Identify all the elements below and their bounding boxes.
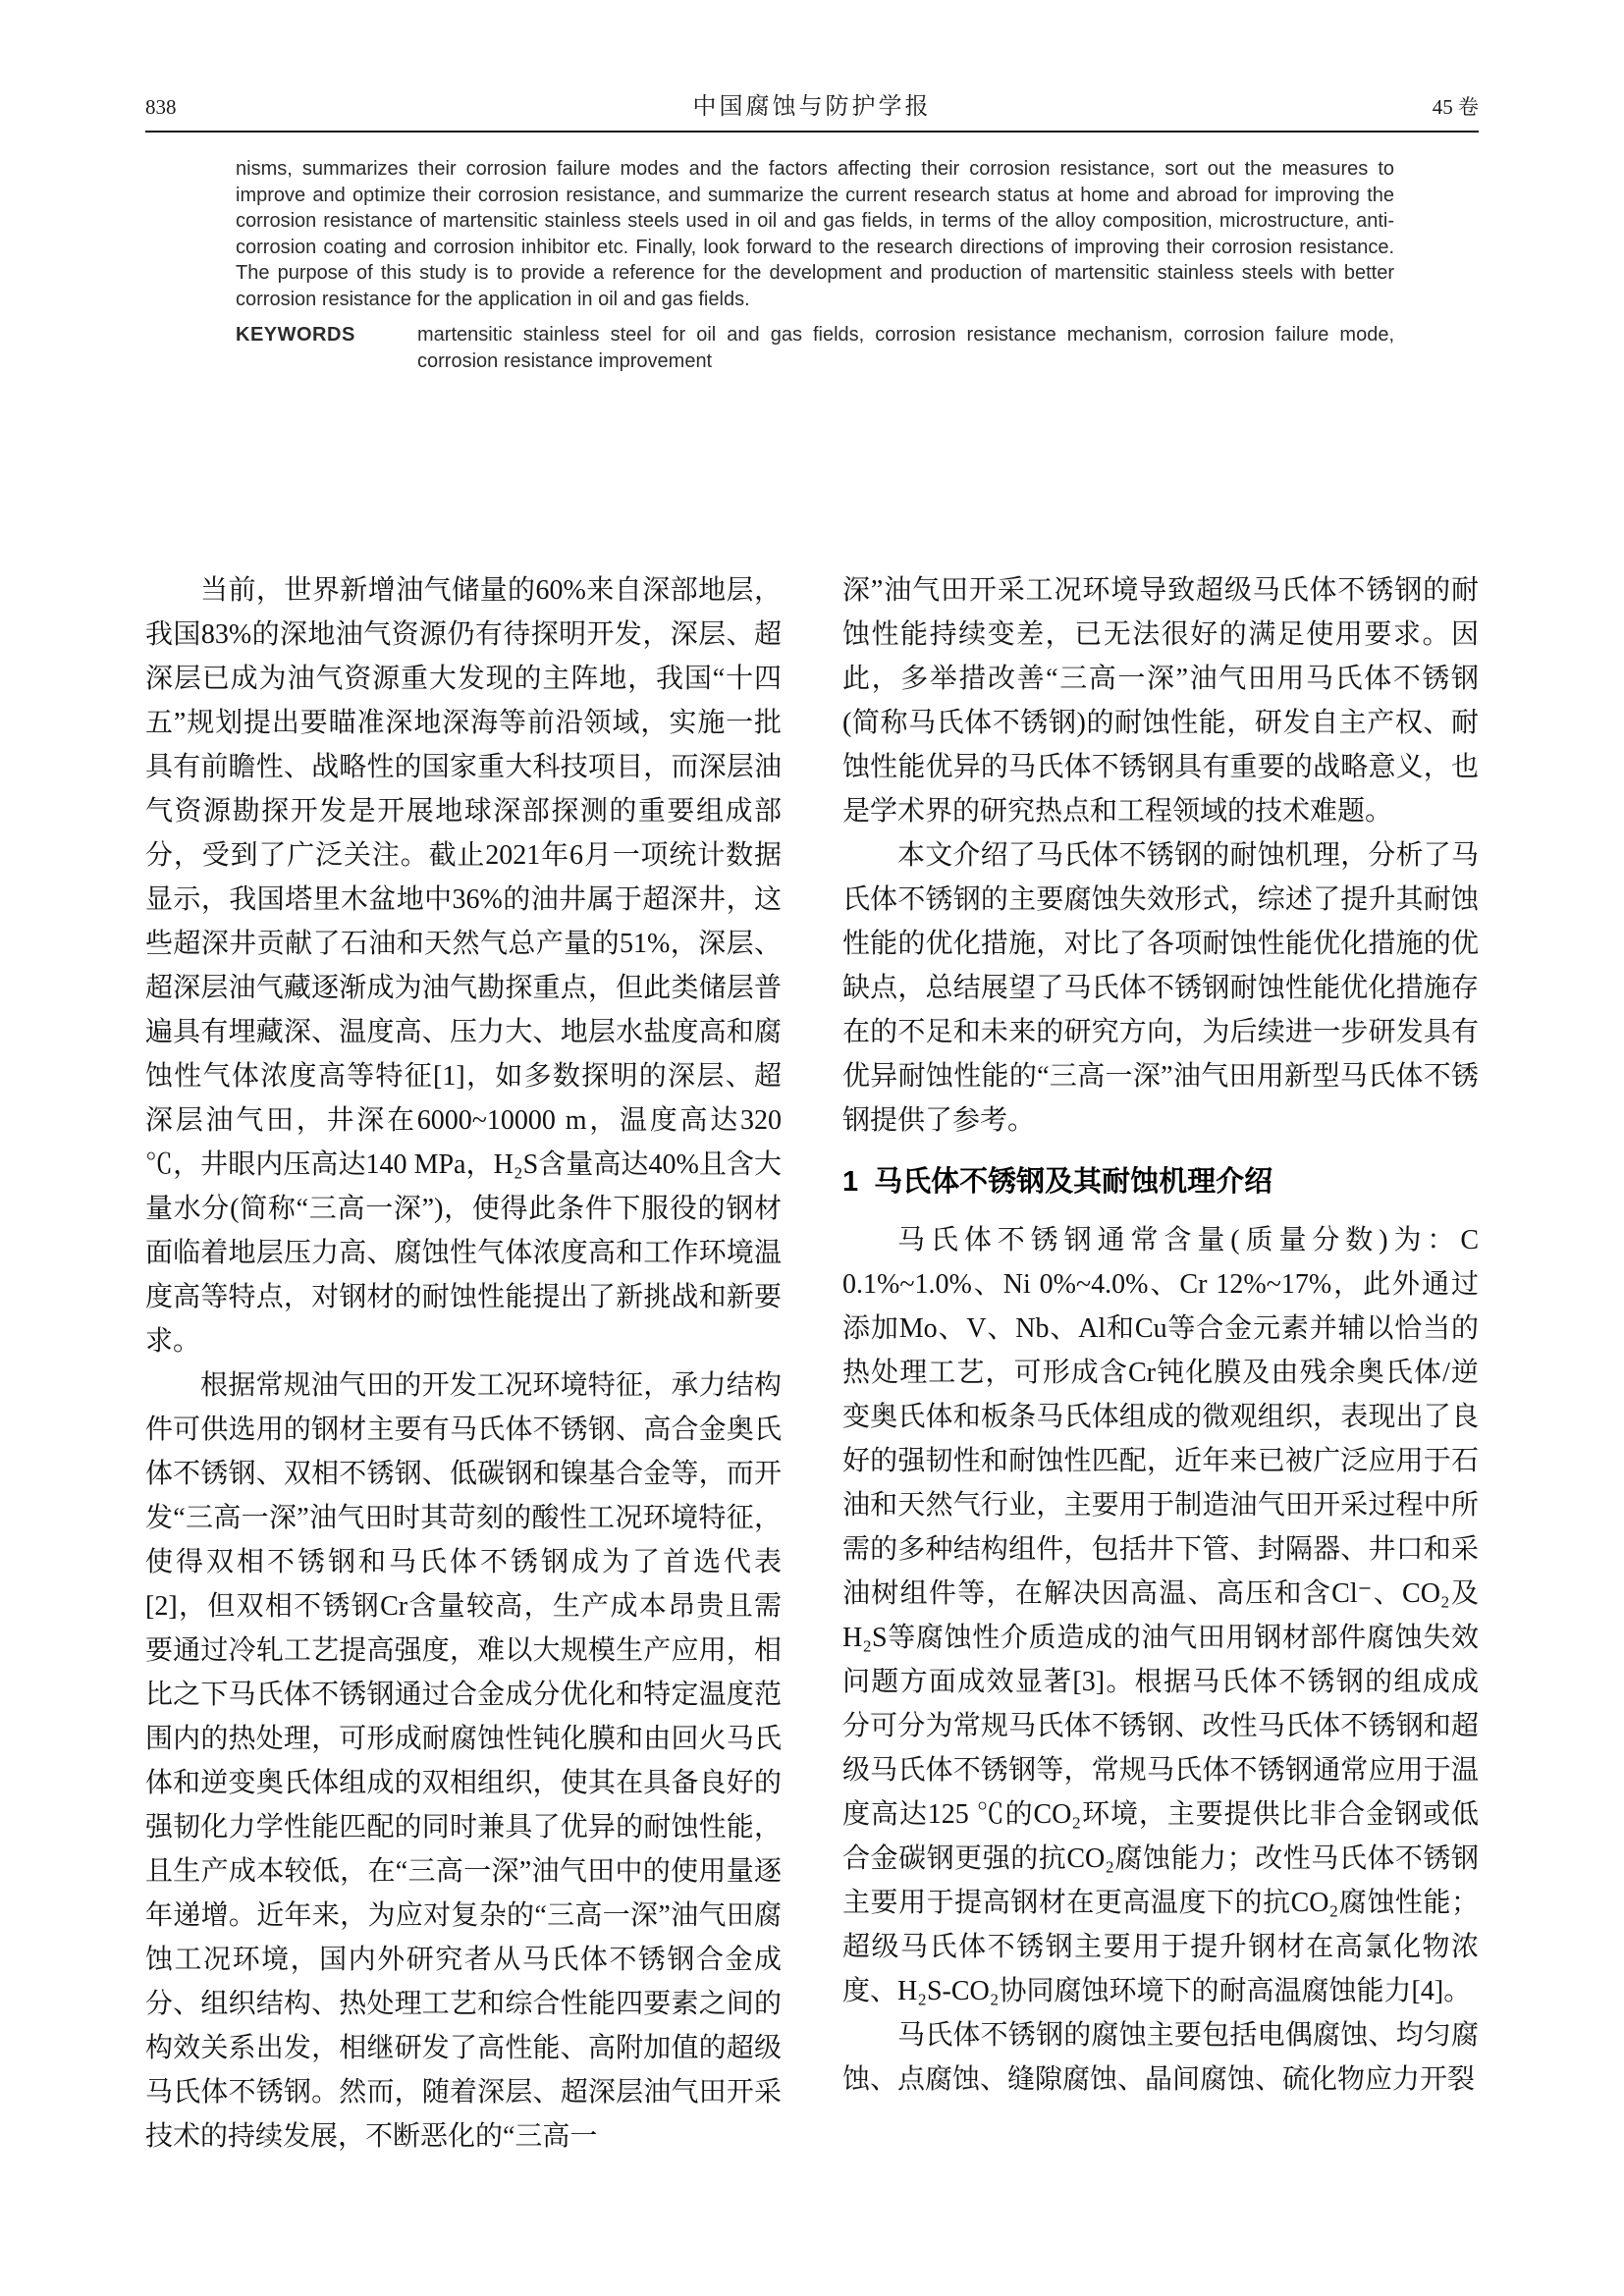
- two-column-body: [145, 568, 1479, 2159]
- section-1-heading: [842, 1160, 1479, 1204]
- page-number: 838: [145, 95, 177, 119]
- right-column: [842, 568, 1479, 2159]
- keywords-label: KEYWORDS: [236, 324, 355, 346]
- keywords-text: martensitic stainless steel for oil and gas fields, corrosion resistance mechanism, corrosion failure mode, corrosion resistance improvement: [417, 324, 1394, 372]
- running-head: [145, 86, 1479, 121]
- keywords-paragraph: [236, 322, 1394, 374]
- volume-label: 45 卷: [1432, 95, 1479, 119]
- journal-title: 中国腐蚀与防护学报: [692, 94, 932, 120]
- left-column: [145, 568, 782, 2159]
- abstract-continuation-text: nisms, summarizes their corrosion failure modes and the factors affecting their corrosion resistance, sort out the measures to improve and optimize their corrosion resistance, and summarize the current research status at home and abroad for improving the corrosion resistance of martensitic stainless steels used in oil and gas fields, in terms of the alloy composition, microstructure, anti-corrosion coating and corrosion inhibitor etc. Finally, look forward to the research directions of improving their corrosion resistance. The purpose of this study is to provide a reference for the development and production of martensitic stainless steels with better corrosion resistance for the application in oil and gas fields.: [236, 158, 1394, 310]
- section-title: 马氏体不锈钢及其耐蚀机理介绍: [874, 1166, 1273, 1198]
- section-number: 1: [842, 1166, 859, 1198]
- abstract-section: [236, 156, 1394, 374]
- body-paragraph: 本文介绍了马氏体不锈钢的耐蚀机理，分析了马氏体不锈钢的主要腐蚀失效形式，综述了提升其耐蚀性能的优化措施，对比了各项耐蚀性能优化措施的优缺点，总结展望了马氏体不锈钢耐蚀性能优化措施存在的不足和未来的研究方向，为后续进一步研发具有优异耐蚀性能的“三高一深”油气田用新型马氏体不锈钢提供了参考。: [842, 840, 1479, 1136]
- body-paragraph-continuation: 深”油气田开采工况环境导致超级马氏体不锈钢的耐蚀性能持续变差，已无法很好的满足使用要求。因此，多举措改善“三高一深”油气田用马氏体不锈钢(简称马氏体不锈钢)的耐蚀性能，研发自主产权、耐蚀性能优异的马氏体不锈钢具有重要的战略意义，也是学术界的研究热点和工程领域的技术难题。: [842, 575, 1479, 827]
- body-paragraph: 马氏体不锈钢通常含量(质量分数)为：C 0.1%~1.0%、Ni 0%~4.0%、Cr 12%~17%，此外通过添加Mo、V、Nb、Al和Cu等合金元素并辅以恰当的热处理工艺，可形成含Cr钝化膜及由残余奥氏体/逆变奥氏体和板条马氏体组成的微观组织，表现出了良好的强韧性和耐蚀性匹配，近年来已被广泛应用于石油和天然气行业，主要用于制造油气田开采过程中所需的多种结构组件，包括井下管、封隔器、井口和采油树组件等，在解决因高温、高压和含Cl⁻、CO₂及H₂S等腐蚀性介质造成的油气田用钢材部件腐蚀失效问题方面成效显著[3]。根据马氏体不锈钢的组成成分可分为常规马氏体不锈钢、改性马氏体不锈钢和超级马氏体不锈钢等，常规马氏体不锈钢通常应用于温度高达125 ℃的CO₂环境，主要提供比非合金钢或低合金碳钢更强的抗CO₂腐蚀能力；改性马氏体不锈钢主要用于提高钢材在更高温度下的抗CO₂腐蚀性能；超级马氏体不锈钢主要用于提升钢材在高氯化物浓度、H₂S-CO₂协同腐蚀环境下的耐高温腐蚀能力[4]。: [842, 1225, 1479, 2006]
- body-paragraph: 根据常规油气田的开发工况环境特征，承力结构件可供选用的钢材主要有马氏体不锈钢、高合金奥氏体不锈钢、双相不锈钢、低碳钢和镍基合金等，而开发“三高一深”油气田时其苛刻的酸性工况环境特征，使得双相不锈钢和马氏体不锈钢成为了首选代表[2]，但双相不锈钢Cr含量较高，生产成本昂贵且需要通过冷轧工艺提高强度，难以大规模生产应用，相比之下马氏体不锈钢通过合金成分优化和特定温度范围内的热处理，可形成耐腐蚀性钝化膜和由回火马氏体和逆变奥氏体组成的双相组织，使其在具备良好的强韧化力学性能匹配的同时兼具了优异的耐蚀性能，且生产成本较低，在“三高一深”油气田中的使用量逐年递增。近年来，为应对复杂的“三高一深”油气田腐蚀工况环境，国内外研究者从马氏体不锈钢合金成分、组织结构、热处理工艺和综合性能四要素之间的构效关系出发，相继研发了高性能、高附加值的超级马氏体不锈钢。然而，随着深层、超深层油气田开采技术的持续发展，不断恶化的“三高一: [145, 1370, 782, 2152]
- body-paragraph: 马氏体不锈钢的腐蚀主要包括电偶腐蚀、均匀腐蚀、点腐蚀、缝隙腐蚀、晶间腐蚀、硫化物应力开裂: [842, 2020, 1479, 2095]
- body-paragraph: 当前，世界新增油气储量的60%来自深部地层，我国83%的深地油气资源仍有待探明开发，深层、超深层已成为油气资源重大发现的主阵地，我国“十四五”规划提出要瞄准深地深海等前沿领域，实施一批具有前瞻性、战略性的国家重大科技项目，而深层油气资源勘探开发是开展地球深部探测的重要组成部分，受到了广泛关注。截止2021年6月一项统计数据显示，我国塔里木盆地中36%的油井属于超深井，这些超深井贡献了石油和天然气总产量的51%，深层、超深层油气藏逐渐成为油气勘探重点，但此类储层普遍具有埋藏深、温度高、压力大、地层水盐度高和腐蚀性气体浓度高等特征[1]，如多数探明的深层、超深层油气田，井深在6000~10000 m，温度高达320 ℃，井眼内压高达140 MPa，H₂S含量高达40%且含大量水分(简称“三高一深”)，使得此条件下服役的钢材面临着地层压力高、腐蚀性气体浓度高和工作环境温度高等特点，对钢材的耐蚀性能提出了新挑战和新要求。: [145, 575, 782, 1357]
- header-divider: [145, 131, 1479, 133]
